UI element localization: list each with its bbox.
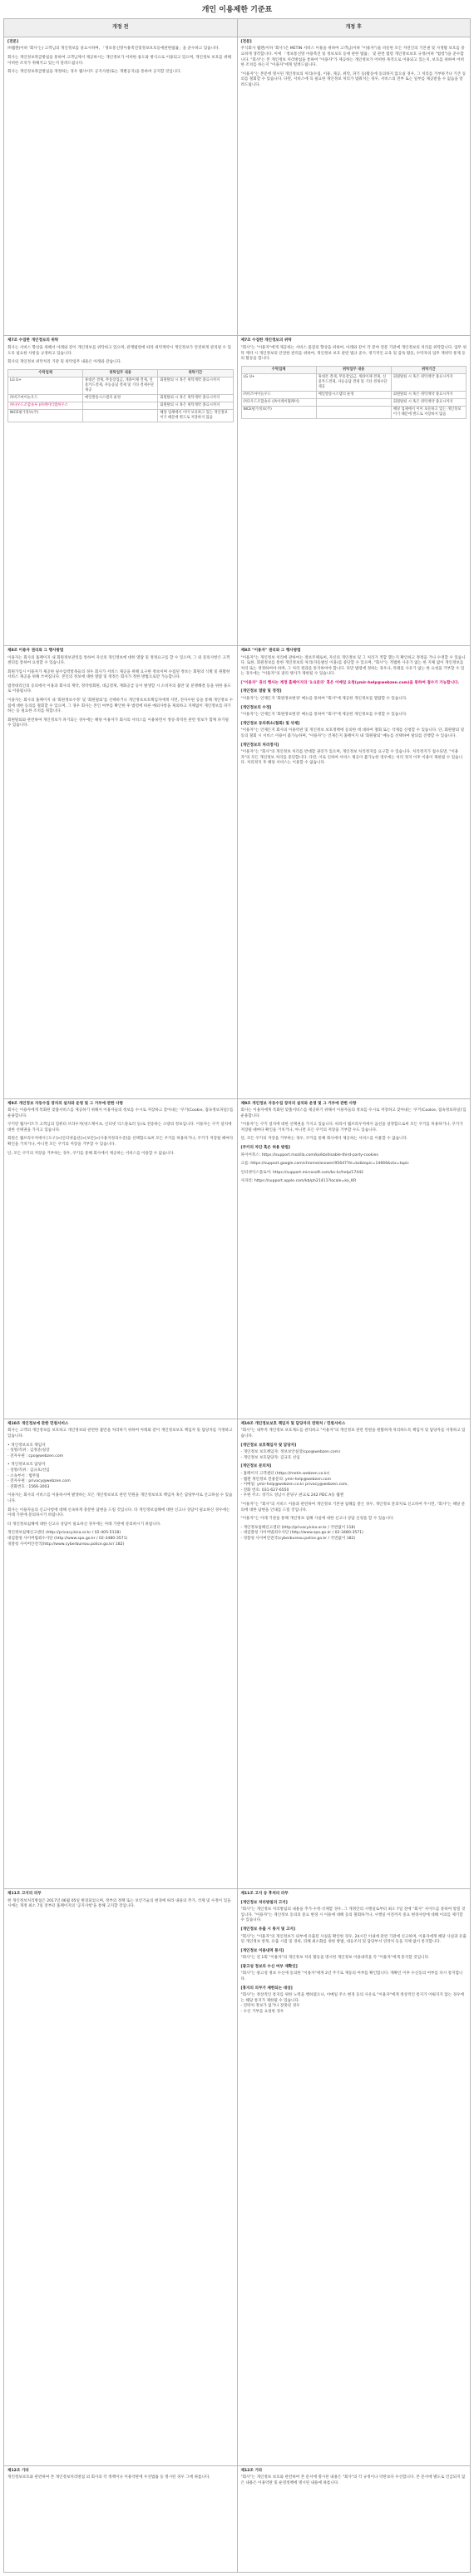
after-cell — [237, 1098, 471, 1419]
inner-cell: ㈜비즈마이놀우드 — [8, 394, 83, 402]
inner-header-cell: 위탁기간 — [158, 369, 233, 377]
table-row — [4, 37, 471, 336]
inner-cell: NICE평가정보(주) — [241, 406, 316, 418]
paragraph: - 홈페이지 고객센터 (https://metin.webzen.co.kr) - 웹젠 개인정보 전용문의: ymir-help@webzen.com - 이메일: ymir-help@webzen.co.kr privacy@webzen.com, - 전화 번호: 031-627-6550 - 우편 주소: 경기도 성남시 분당구 판교로 242 PDC A동 웹젠 — [240, 1471, 348, 1498]
paragraph: 회사는 서비스 향상을 위해서 아래와 같이 개인정보를 위탁하고 있으며, 관계법령에 따라 위탁계약시 개인정보가 안전하게 관리될 수 있도록 필요한 사항을 규정하고 있습니다. — [7, 346, 231, 356]
inner-header-cell: 수탁업체 — [241, 366, 316, 373]
section-heading: 제9조 개인정보 자동수집 장치의 설치와 운영 및 그 거부에 관한 사항 — [7, 1101, 124, 1106]
section-heading: 제12조 기타 — [240, 2468, 263, 2473]
after-cell — [237, 2465, 471, 2573]
section-heading: 제12조 기타 — [7, 2468, 29, 2473]
subsection-heading: [개인정보 처리방침의 고지] — [240, 1900, 288, 1905]
before-cell — [4, 1098, 238, 1419]
subsection-heading: [개인정보의 처리정지] — [240, 743, 279, 748]
paragraph: - 개인정보 보호책임자: 정보보안실장(cpo@webzen.com) - 개인정보 보호담당자: 김규호 선임 — [240, 1450, 341, 1460]
paragraph: "회사"는 "이용자"에게 제공하는 서비스 품질의 향상을 위하여, 아래와 같이 각 분야 전문 기관에 개인정보의 처리를 위탁합니다. 업무 위탁 계약 시 개인정보의 안전한 관리를 위하여, 개인정보 보호 관련 법규 준수, 정기적인 교육 및 감독 활동, 수탁자의 업무 재위탁 통제 등의 활동을 합니다. — [240, 346, 467, 362]
subsection-heading: ["이용자" 권리 행사는 계정 홈페이지의 '1:1문의' 혹은 이메일 요청(ymir-help@webzen.com)을 통하여 접수가 가능합니다. — [240, 680, 460, 685]
subsection-heading: [쿠키의 차단 혹은 허용 방법] — [240, 1146, 290, 1151]
inner-cell: NICE평가정보(주) — [8, 409, 83, 422]
paragraph: "회사"는 개인정보 보호와 관련하여 본 문서에 명시된 내용은 "회사"의 각 규정이나 약관보다 우선합니다. 본 문서에 별도로 언급되지 않은 내용은 이용약관 및 운영정책에 명시된 내용에 따릅니다. — [240, 2475, 466, 2485]
after-cell — [237, 37, 471, 336]
paragraph: 크롬: https://support.google.com/chrome/answer/95647?hl=ko&topic=14666&ctx=topic — [240, 1162, 409, 1167]
paragraph: 현 개인정보처리방침은 2017년 06월 05일 변경되었으며, 정부의 정책 또는 보안기술의 변경에 따라 내용의 추가, 삭제 및 수정이 있을 시에는 개정 최소 7일 전부터 홈페이지의 '공지사항'을 통해 고지할 것입니다. — [7, 1898, 231, 1909]
section-heading: 제8조 "이용자" 권리와 그 행사방법 — [240, 648, 301, 653]
inner-row — [241, 373, 467, 391]
inner-cell: ㈜비즈마이놀우드 — [241, 391, 316, 398]
inner-cell: ㈜다우드조합솔루 (㈜이케이월페이) — [241, 398, 316, 406]
inner-row — [8, 409, 234, 422]
subsection-heading: [개인정보 동의취소(철회) 및 삭제] — [240, 721, 300, 726]
paragraph: 파이어폭스: https://support.mozilla.com/ko/kb/disable-third-party-cookies — [240, 1152, 378, 1157]
paragraph: "회사"는 내부적 개인정보 보호제도를 관리하고 "이용자"의 개인정보 관련 민원을 원활하게 처리하도록 책임자 및 담당자를 지정하고 있습니다. — [240, 1429, 466, 1439]
paragraph: 회원은 웹브라우저에서 [도구]>[인터넷옵션]>[보안]>[사용자정의수준]을 선택함으로써 모든 쿠키를 허용하거나, 쿠키가 저장될 때마다 확인을 거치거나, 아니면 모든 쿠키의 저장을 거부할 수 있습니다. — [7, 1137, 234, 1147]
subsection-heading: [개인정보 보호책임자 및 담당자] — [240, 1443, 297, 1448]
inner-cell: 회원탈퇴 시 혹은 위탁계약 종료시까지 — [158, 394, 233, 402]
section-heading: 제9조 개인정보 자동수집 장치의 설치와 운영 및 그 거부에 관한 사항 — [240, 1101, 357, 1106]
section-heading: [전문] — [7, 39, 19, 44]
paragraph: ㈜웹젠(이하 '회사'는) 고객님의 개인정보를 중요시하며, 「정보통신망이용촉진및정보보호등에관한법률」을 준수하고 있습니다. — [7, 47, 220, 52]
paragraph: 이용자는 회사의 서비스를 이용하시며 발생하는 모든 개인정보보호 관련 민원을 개인정보보호 책임자 혹은 담당부서로 신고하실 수 있습니다. — [7, 1493, 233, 1503]
paragraph: 타 개인정보침해에 대한 신고나 상담이 필요하신 경우에는 아래 기관에 문의하시기 바랍니다. — [7, 1522, 161, 1527]
section-heading: 제7조 수집한 개인정보의 위탁 — [7, 338, 59, 343]
paragraph: 회사는 개인정보취급방침을 통하여 고객님께서 제공하시는 개인정보가 어떠한 용도와 방식으로 이용되고 있으며, 개인정보 보호를 위해 어떠한 조치가 취해지고 있는지 알려드립니다. — [7, 56, 231, 66]
paragraph: 개인정보보호와 관련하여 본 개인정보처리방침 외 회사의 각 정책이나 이용약관에 우선법률 등 명시된 경우 그에 따릅니다. — [7, 2475, 210, 2480]
inner-cell: 해당 업체에서 이미 보유하고 있는 개인정보이기 때문에 별도로 저장하지 않음 — [391, 406, 466, 418]
table-row — [4, 645, 471, 1098]
inner-header-cell: 위탁업무 내용 — [83, 369, 158, 377]
inner-row — [241, 391, 467, 398]
section-heading: [전문] — [240, 39, 252, 44]
inner-cell: 회원탈퇴 시 혹은 위탁계약 종료시까지 — [391, 391, 466, 398]
paragraph: 이용자는 회사의 홈페이지 내 회원정보관리를 통하여 자신의 개인정보에 대한 열람 및 정정요구를 할 수 있으며, 그 외 문의사항은 고객센터를 통하여 요청할 수 있습니다. — [7, 655, 230, 666]
section-heading: 제7조 수집한 개인정보의 위탁 — [240, 338, 292, 343]
header-before: 개정 전 — [4, 19, 238, 37]
subsection-heading: [개인정보의 수정] — [240, 705, 272, 710]
paragraph: "회사"는 정상적인 통지를 위한 노력을 행하였으나, 이메일 주소 변경 등의 사유로 "이용자"에게 정상적인 통지가 이뤄지지 않는 경우에는 해당 통지가 제한될 수 있습니다. - 연락처 정보가 없거나 잘못된 경우 - 수신 거부를 요청한 경우 — [240, 1993, 464, 2015]
subsection-heading: [개인정보 문의처] — [240, 1464, 272, 1469]
section-heading: 제10조 개인정보에 관한 민원서비스 — [7, 1421, 69, 1426]
subsection-heading: [광고성 정보의 수신 여부 재확인] — [240, 1964, 298, 1969]
inner-cell — [83, 402, 158, 409]
inner-cell: 메일발송시스템의 운영 — [316, 391, 391, 398]
inner-cell: LG U+ — [241, 373, 316, 391]
inner-header-cell: 수탁업체 — [8, 369, 83, 377]
after-cell — [237, 1419, 471, 1888]
after-cell — [237, 336, 471, 645]
paragraph: 회사의 개인정보 위탁처리 기관 및 위탁업무 내용은 아래와 같습니다. — [7, 360, 122, 365]
page-title: 개인 이용제한 기준표 — [201, 6, 273, 14]
after-cell — [237, 1888, 471, 2465]
comparison-table — [3, 18, 471, 2573]
section-heading: 제11조 고지의 의무 — [7, 1891, 42, 1896]
paragraph: 이용자는 회사의 홈페이지 내 '회원정보수정' 및 '회원탈퇴'를 선택하거나 개인정보보호책임자에게 서면, 전자우편 등을 통해 개인정보 수집에 대한 동의를 철회할 수 있으며, 그 경우 회사는 본인 여부를 확인한 후 법령에 따른 예외사항을 제외하고 지체없이 개인정보를 파기하는 등 필요한 조치를 취합니다. — [7, 698, 234, 714]
paragraph: 단, 모든 쿠키의 저장을 거부하는 경우, 쿠키를 통해 회사에서 제공하는 서비스를 이용할 수 없습니다. — [7, 1151, 175, 1156]
before-cell — [4, 1419, 238, 1888]
paragraph: "이용자"는 아래 기관을 통해 개인정보 침해 사실에 대한 신고나 상담 신청을 할 수 있습니다. — [240, 1517, 394, 1522]
paragraph: "이용자"는 개인정보 처리에 관하여는 정보주체로써, 자신의 개인정보 및 그 처리가 적합 했는지 확인하고 정정을 거나 수정할 수 있습니다. 또한, 회원정보를 통한 개인정보의 처리(자동발신 이용)를 중단할 수 있으며, "회사"는 적법한 사유가 없는 한 지체 없이 개인정보를 처리 또는 정정하여야 하며, 그 처리 결과를 통지하여야 합니다. 다만 법령에 정하는 경우나, 특례를 사유가 없는 한 요청을 거부할 수 있는 경우에는 "이용자"의 권리 행사가 제한될 수 있습니다. — [240, 655, 466, 677]
before-cell — [4, 37, 238, 336]
header-after: 개정 후 — [237, 19, 471, 37]
paragraph: - 개인정보침해신고센터 (http://privacy.kisa.or.kr / 국번없이 118) - 대검찰청 사이버범죄수사단 (http://www.spo.go.kr / 02-3480-3571) - 경찰청 사이버안전국(cyberbureau.police.go.kr / 국번없이 182) — [240, 1525, 363, 1541]
inner-cell — [316, 406, 391, 418]
paragraph: 법정대리인의 동의에서 이용과 회사의 계약, 정약청회원, 대금결제, 재화공급 등이 발생할 시 소비자의 불만 및 분쟁해결 등을 위한 용도로 이용됩니다. — [7, 683, 231, 694]
paragraph: 회원탈퇴와 관련하여 개인정보가 파기되는 경우에는 해당 이용자가 회사의 서비스를 이용하면서 생성·축적된 관련 정보가 함께 파기될 수 있습니다. — [7, 718, 229, 728]
paragraph: 인터넷익스플로어: https://support.microsoft.com/ko-kr/help/17442 — [240, 1170, 364, 1175]
inner-cell: 휴대폰 결제, 무통장입금, 계좌이체 결제, 신용카드결제, 자동응답 결제 및 기타 결제수단 제공 — [316, 373, 391, 391]
inner-header-cell: 위탁업무 내용 — [316, 366, 391, 373]
paragraph: "회사"는 연 1회 "이용자"의 개인정보 처리 활동을 명시한 개인정보 이용내역을 각 "이용자"에게 통지할 것입니다. — [240, 1956, 430, 1961]
outsourcing-table — [7, 369, 234, 422]
table-row — [4, 1098, 471, 1419]
before-cell — [4, 2465, 238, 2573]
inner-cell: 회원탈퇴 시 혹은 위탁계약 종료시까지 — [158, 402, 233, 409]
after-cell — [237, 645, 471, 1098]
inner-cell: 메일발송시스템의 운영 — [83, 394, 158, 402]
paragraph: "이용자"는 "회사"의 개인정보 처리를 반대할 권리가 있으며, 개인정보 처리정지를 요구할 수 있습니다. 처리정지가 접수되면, "이용자"의 모든 개인정보 처리를 중단합니다. 다만, 이로 인하여 서비스 제공이 불가능한 경우에는 처리 정지 이후 이용이 제한될 수 있습니다. 처리정지 후 해당 서비스는 이용할 수 없습니다. — [240, 750, 463, 766]
inner-row — [241, 406, 467, 418]
paragraph: "회사"는 광고성 정보 수신에 동의한 "이용자"에게 2년 주기로 재동의 여부를 확인합니다. 재확인 이후 수신동의 여부를 다시 통지합니다. — [240, 1971, 463, 1982]
paragraph: "이용자"는 쿠키 설치에 대한 선택권을 가지고 있습니다. 따라서 웹브라우저에서 옵션을 설정함으로써 모든 쿠키를 허용하거나, 쿠키가 저장될 때마다 확인을 거치거나, 아니면 모든 쿠키의 저장을 거부할 수도 있습니다. — [240, 1123, 463, 1133]
paragraph: 개인정보침해신고센터 (http://privacy.kisa.or.kr / 02-405-5118) 대검찰청 사이버범죄수사단 (http://www.spo.go.kr / 02-3480-3571) 경찰청 사이버안전국(http://www.cyberbureau.police.go.kr/ 182) — [7, 1531, 128, 1547]
inner-row — [8, 394, 234, 402]
before-cell — [4, 1888, 238, 2465]
subsection-heading: [휴지의 의무가 제한되는 대상] — [240, 1986, 293, 1991]
table-row — [4, 1419, 471, 1888]
outsourcing-table — [241, 366, 467, 419]
subsection-heading: [개인정보 유출 시 통지 및 고지] — [240, 1927, 295, 1932]
inner-header-cell: 위탁기간 — [391, 366, 466, 373]
table-row — [4, 1888, 471, 2465]
inner-cell: 휴대폰 결제, 무통장입금, 계좌이체 결제, 신용카드결제, 자동응답 결제 및 기타 결제수단 제공 — [83, 377, 158, 394]
inner-cell: 회원탈퇴 시 혹은 위탁계약 종료시까지 — [391, 373, 466, 391]
section-heading: 제8조 이용자 권리와 그 행사방법 — [7, 648, 64, 653]
paragraph: "회사"는 개인정보 처리방침의 내용을 추가·수정·삭제할 경우, 그 개정안의 시행일로부터 최소 7일 전에 "회사" 사이트를 통하여 알릴 것입니다. "이용자"는 개인정보 동의의 중요 변경 시 이용에 대해 동의 철회하거나, 시행일 이전까지 중요 변경사항에 대해 이의를 제기할 수 있습니다. — [240, 1907, 466, 1923]
paragraph: 사파리: https://support.apple.com/kb/ph21411?locale=ko_KR — [240, 1179, 357, 1184]
paragraph: "이용자"는 본문에 명시된 개인정보의 처리(수집, 이용, 제공, 위탁, 파기 등)활동에 동의하지 않으실 경우, 그 처리를 거부하거나 기존 동의를 철회할 수 있습니다. 다만, 서비스에 꼭 필요한 개인정보 처리가 멈춰지는 경우, 서비스의 전부 또는 일부를 제공받을 수 없음을 알려드립니다. — [240, 72, 467, 87]
inner-row — [8, 377, 234, 394]
paragraph: 회원가입시 이용자가 제공한 필수입력항목들의 경우 회사가 서비스 제공을 위해 요구한 정보이며 수집된 정보는 회원의 식별 및 원활한 서비스 제공을 위해 쓰여집니다. 본인의 정보에 대한 열람 및 정정은 회사가 정한 방법으로만 가능합니다. — [7, 669, 230, 680]
inner-row — [8, 402, 234, 409]
paragraph: 회사는 개인정보취급방침을 개정하는 경우 웹사이트 공지사항(또는 개별공지)을 통하여 공지할 것입니다. — [7, 70, 182, 75]
inner-cell: ㈜다우드조합솔루 (㈜케이티엠허우스 — [8, 402, 83, 409]
table-row — [4, 2465, 471, 2573]
paragraph: "회사"는 "이용자"의 개인정보가 외부에 유출된 사실을 확인한 경우, 24시간 이내에 관련 기관에 신고하며, 이용자에게 해당 사실과 유출된 개인정보 항목, 유출 시점 및 경위, 피해 최소화를 위한 방법, 대응조치 및 담당부서 연락처 등을 지체 없이 통지합니다. — [240, 1934, 467, 1945]
paragraph: "이용자"는 언제든지 회사의 이용약관 및 개인정보 보호정책에 동의한 데 대하여 철회 또는 삭제를 신청할 수 있습니다. 단, 회원탈퇴 및 동의 철회 시 서비스 이용이 불가능하며, "이용자"는 언제든지 홈페이지 내 '회원탈퇴' 메뉴를 선택하여 탈퇴를 진행할 수 있습니다. — [240, 728, 465, 739]
inner-cell: LG U+ — [8, 377, 83, 394]
header-row — [4, 19, 471, 37]
before-cell — [4, 336, 238, 645]
inner-cell — [83, 409, 158, 422]
paragraph: 회사는 이용자에게 특화된 맞춤서비스를 제공하기 위해서 이용자들의 정보를 수시로 저장하고 찾아내는 '쿠키(Cookie, 접속정보파일)'를 운용합니다. — [7, 1108, 234, 1118]
inner-row — [241, 398, 467, 406]
paragraph: 주식회사 웹젠(이하 '회사')은 METIN 서비스 이용을 위하여 고객님(이하 "이용자")을 비롯한 모든 자연인의 기본권 및 사생활 보호를 중요하게 생각합니다. 이에 「정보통신망 이용촉진 및 정보보호 등에 관한 법률」 및 관련 법령 개인정보보호 규정(이하 "법령")을 준수합니다. "회사"는 본 개인정보 처리방침을 통하여 "이용자"가 제공하는 개인정보가 어떠한 목적으로 이용되고 있는지, 보호를 위하여 어떠한 조치를 하는지 "이용자"에게 알려드립니다. — [240, 47, 465, 68]
paragraph: 쿠키란 웹사이트가 고객님의 컴퓨터 브라우저(넷스케이프, 인터넷 익스플로러 등)로 전송하는 소량의 정보입니다. 이용자는 쿠키 설치에 대한 선택권을 가지고 있습니다. — [7, 1123, 232, 1133]
paragraph: 회사는 이용자에게 특화된 맞춤서비스를 제공하기 위해서 이용자들의 정보를 수시로 저장하고 찾아내는 '쿠키(Cookie, 접속정보파일)'를 운용합니다. — [240, 1108, 467, 1118]
table-row — [4, 336, 471, 645]
inner-cell: 회원탈퇴 시 혹은 위탁계약 종료시까지 — [391, 398, 466, 406]
paragraph: • 개인정보보호 담당자 - 성명/직위 : 김규호/선임 - 소속부서 : 법무팀 - 전자우편 : privacy@webzen.com - 전화번호 : 1566-3003 — [7, 1463, 71, 1489]
paragraph: 단, 모든 쿠키의 저장을 거부하는 경우, 쿠키를 통해 회사에서 제공하는 서비스를 이용할 수 없습니다. — [240, 1137, 408, 1142]
before-cell — [4, 645, 238, 1098]
paragraph: "이용자"는 언제든지 '회원정보변경' 메뉴를 통하여 "회사"에 제공한 개인정보를 수정할 수 있습니다. — [240, 713, 407, 718]
paragraph: • 개인정보보호 책임자 - 성명/직위 : 김정준/실장 - 전자우편 : cpo@webzen.com — [7, 1443, 64, 1458]
subsection-heading: [개인정보 이용내역 통지] — [240, 1948, 284, 1953]
section-heading: 제11조 고지 등 후처리 의무 — [240, 1891, 289, 1896]
section-heading: 제10조 개인정보보호 책임자 및 담당자의 연락처 / 민원서비스 — [240, 1421, 346, 1426]
inner-cell: 해당 업체에서 이미 보유하고 있는 개인정보이기 때문에 별도로 저장하지 않음 — [158, 409, 233, 422]
inner-cell: 회원탈퇴 시 혹은 위탁계약 종료시까지 — [158, 377, 233, 394]
paragraph: "이용자"는 언제든지 '회원정보변경' 메뉴를 통하여 "회사"에 제공한 개인정보를 열람할 수 있습니다. — [240, 697, 407, 702]
paragraph: 회사는 이용자들의 신고사항에 대해 신속하게 충분한 답변을 드릴 것입니다. 타 개인정보침해에 대한 신고나 상담이 필요하신 경우에는 아래 기관에 문의하시기 바랍니다. — [7, 1508, 230, 1518]
paragraph: 회사는 고객의 개인정보를 보호하고 개인정보와 관련한 불만을 처리하기 위하여 아래와 같이 개인정보보호 책임자 및 담당자를 지정하고 있습니다. — [7, 1429, 233, 1439]
paragraph: "이용자"는 "회사"의 서비스 이용과 관련하여 개인정보 기본권 침해를 받은 경우, 개인정보 문의처로 신고하여 주시면, "회사"는 해당 문의에 대한 답변을 안내를 드릴 것입니다. — [240, 1502, 466, 1513]
subsection-heading: [개인정보 열람 및 정정] — [240, 689, 282, 694]
inner-cell — [316, 398, 391, 406]
